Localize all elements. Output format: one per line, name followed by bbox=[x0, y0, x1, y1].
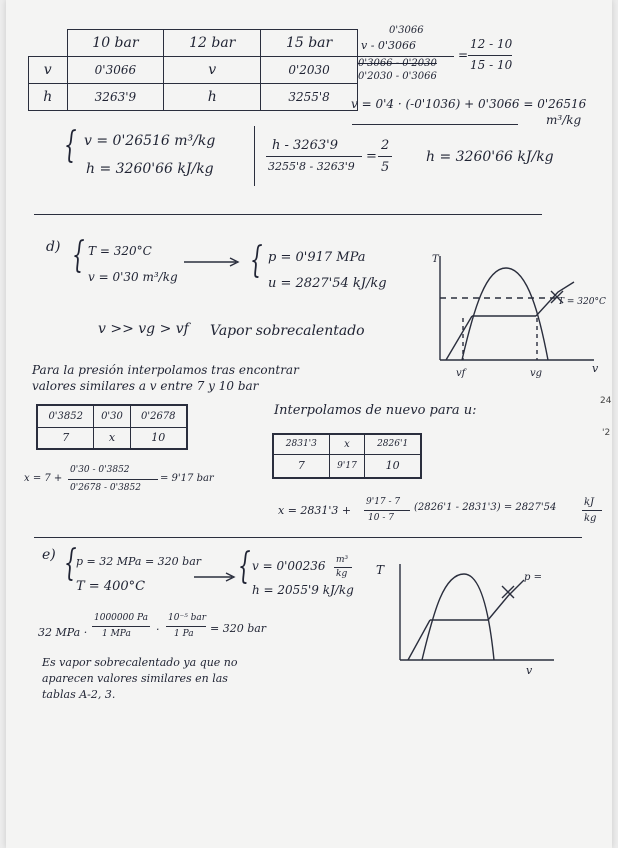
pressure-interp-table bbox=[36, 404, 188, 450]
h-interp-numerator: h - 3263'9 bbox=[272, 138, 338, 153]
section-separator bbox=[34, 537, 582, 538]
paper-sheet bbox=[6, 0, 612, 848]
table-cell: 3263'9 bbox=[67, 84, 164, 111]
u-calc-denominator: 10 - 7 bbox=[368, 513, 394, 523]
u-unit-denominator: kg bbox=[584, 513, 597, 524]
v-interp-denominator-struck: 0'3066 - 0'2030 bbox=[358, 58, 437, 69]
x-calc-result: = 9'17 bar bbox=[160, 473, 214, 484]
fraction-bar bbox=[166, 626, 206, 627]
v-unit-denominator: kg bbox=[336, 569, 348, 579]
fraction-bar bbox=[68, 479, 158, 480]
fraction-bar bbox=[378, 156, 392, 157]
vapor-note-line2: aparecen valores similares en las bbox=[42, 672, 228, 685]
table-cell: 3255'8 bbox=[261, 84, 358, 111]
table-cell: 10 bbox=[130, 427, 187, 449]
interpolation-table-top bbox=[28, 29, 358, 111]
result-internal-energy: u = 2827'54 kJ/kg bbox=[268, 276, 387, 291]
conversion-prefix: 32 MPa · bbox=[38, 626, 88, 639]
left-brace: { bbox=[64, 543, 77, 584]
v-interp-denominator: 0'2030 - 0'3066 bbox=[358, 71, 437, 82]
left-brace: { bbox=[238, 546, 251, 587]
fraction-bar bbox=[266, 156, 362, 157]
isobar-vapor bbox=[488, 580, 524, 620]
part-d-label: d) bbox=[46, 239, 61, 255]
vapor-note-line1: Es vapor sobrecalentado ya que no bbox=[42, 656, 238, 669]
table-header: 10 bar bbox=[67, 30, 164, 57]
fraction-bar bbox=[468, 55, 512, 56]
diagram-isobar-label: p = bbox=[524, 572, 542, 583]
diagram-vg-label: vg bbox=[530, 368, 543, 379]
result-pressure: p = 0'917 MPa bbox=[268, 250, 366, 265]
fraction-bar bbox=[334, 567, 352, 568]
volume-comparison: v >> vg > vf bbox=[98, 321, 189, 337]
pressure-note-line2: valores similares a v entre 7 y 10 bar bbox=[32, 379, 259, 393]
given-temperature: T = 400°C bbox=[76, 579, 146, 594]
saturation-dome bbox=[462, 268, 548, 360]
table-cell: 7 bbox=[37, 427, 94, 449]
section-separator bbox=[34, 214, 542, 215]
ratio-denominator: 5 bbox=[381, 160, 390, 175]
equals-sign: = bbox=[458, 48, 469, 62]
part-e-label: e) bbox=[42, 547, 56, 563]
conversion-f1-denominator: 1 MPa bbox=[102, 629, 131, 639]
v-interp-numerator: v - 0'3066 bbox=[361, 39, 416, 52]
diagram-vf-label: vf bbox=[456, 368, 466, 379]
u-calc-prefix: x = 2831'3 + bbox=[278, 504, 352, 517]
table-cell: 0'3066 bbox=[67, 57, 164, 84]
x-calc-numerator: 0'30 - 0'3852 bbox=[70, 465, 130, 475]
table-cell: h bbox=[164, 84, 261, 111]
h-result: h = 3260'66 kJ/kg bbox=[86, 161, 214, 177]
u-calc-numerator: 9'17 - 7 bbox=[366, 497, 401, 507]
table-cell: 7 bbox=[273, 454, 329, 478]
vapor-note-line3: tablas A-2, 3. bbox=[42, 688, 116, 701]
table-cell: 2831'3 bbox=[273, 434, 329, 454]
t-v-diagram-e bbox=[374, 560, 584, 680]
h-final: h = 3260'66 kJ/kg bbox=[426, 149, 554, 165]
saturation-dome bbox=[422, 574, 494, 660]
table-cell: 2826'1 bbox=[365, 434, 421, 454]
t-v-diagram-d bbox=[424, 248, 604, 388]
table-cell: x bbox=[329, 434, 365, 454]
margin-mark: 24 bbox=[600, 396, 612, 406]
x-calc-prefix: x = 7 + bbox=[24, 473, 63, 484]
fraction-bar bbox=[364, 510, 410, 511]
divider bbox=[254, 126, 255, 186]
v-result-unit: m³/kg bbox=[546, 113, 582, 127]
diagram-t-label: T bbox=[432, 254, 439, 265]
u-unit-numerator: kJ bbox=[584, 497, 595, 508]
table-row-label: h bbox=[29, 84, 68, 111]
h-interp-denominator: 3255'8 - 3263'9 bbox=[268, 160, 355, 173]
given-temperature: T = 320°C bbox=[88, 244, 152, 258]
ratio-numerator: 2 bbox=[381, 138, 390, 153]
table-header: 12 bar bbox=[164, 30, 261, 57]
fraction-bar bbox=[92, 626, 150, 627]
diagram-v-label: v bbox=[592, 362, 599, 375]
conversion-f2-denominator: 1 Pa bbox=[174, 629, 194, 639]
ratio-denominator: 15 - 10 bbox=[470, 58, 513, 72]
isobar-liquid bbox=[446, 316, 472, 360]
given-pressure: p = 32 MPa = 320 bar bbox=[76, 555, 202, 568]
fraction-bar bbox=[582, 510, 602, 511]
margin-mark: '2 bbox=[602, 428, 611, 438]
table-cell: 0'30 bbox=[94, 405, 130, 427]
vapor-note: Vapor sobrecalentado bbox=[210, 323, 365, 339]
conversion-f2-numerator: 10⁻⁵ bar bbox=[168, 613, 207, 623]
left-brace: { bbox=[250, 240, 263, 281]
table-row-label: v bbox=[29, 57, 68, 84]
arrow-icon bbox=[194, 571, 238, 583]
conversion-result: = 320 bar bbox=[210, 622, 267, 635]
table-cell: 0'2678 bbox=[130, 405, 187, 427]
value-above-fraction: 0'3066 bbox=[389, 25, 424, 36]
ratio-numerator: 12 - 10 bbox=[470, 37, 513, 51]
left-brace: { bbox=[64, 125, 77, 166]
diagram-v-label: v bbox=[526, 664, 533, 677]
pressure-note-line1: Para la presión interpolamos tras encontrar bbox=[32, 363, 299, 377]
u-interp-title: Interpolamos de nuevo para u: bbox=[274, 403, 477, 418]
table-cell: 10 bbox=[365, 454, 421, 478]
diagram-t-label: T bbox=[376, 563, 385, 577]
u-interp-table bbox=[272, 433, 422, 479]
table-cell: x bbox=[94, 427, 130, 449]
table-corner bbox=[29, 30, 68, 57]
v-result-line: v = 0'4 · (-0'1036) + 0'3066 = 0'26516 bbox=[351, 97, 587, 111]
left-brace: { bbox=[72, 235, 85, 276]
x-calc-denominator: 0'2678 - 0'3852 bbox=[70, 483, 141, 493]
result-enthalpy: h = 2055'9 kJ/kg bbox=[252, 583, 354, 597]
equals-sign: = bbox=[366, 149, 377, 164]
diagram-isotherm-label: T = 320°C bbox=[558, 297, 606, 307]
multiply-dot: · bbox=[156, 623, 160, 636]
table-cell: v bbox=[164, 57, 261, 84]
underline bbox=[352, 124, 518, 125]
table-cell: 0'2030 bbox=[261, 57, 358, 84]
result-specific-volume: v = 0'00236 bbox=[252, 559, 326, 573]
v-unit-numerator: m³ bbox=[336, 555, 349, 565]
table-cell: 9'17 bbox=[329, 454, 365, 478]
v-result: v = 0'26516 m³/kg bbox=[84, 133, 216, 149]
arrow-icon bbox=[184, 256, 244, 268]
u-calc-result: (2826'1 - 2831'3) = 2827'54 bbox=[414, 502, 557, 513]
table-cell: 0'3852 bbox=[37, 405, 94, 427]
table-header: 15 bar bbox=[261, 30, 358, 57]
given-specific-volume: v = 0'30 m³/kg bbox=[88, 270, 178, 284]
fraction-bar bbox=[358, 56, 454, 57]
conversion-f1-numerator: 1000000 Pa bbox=[94, 613, 148, 623]
